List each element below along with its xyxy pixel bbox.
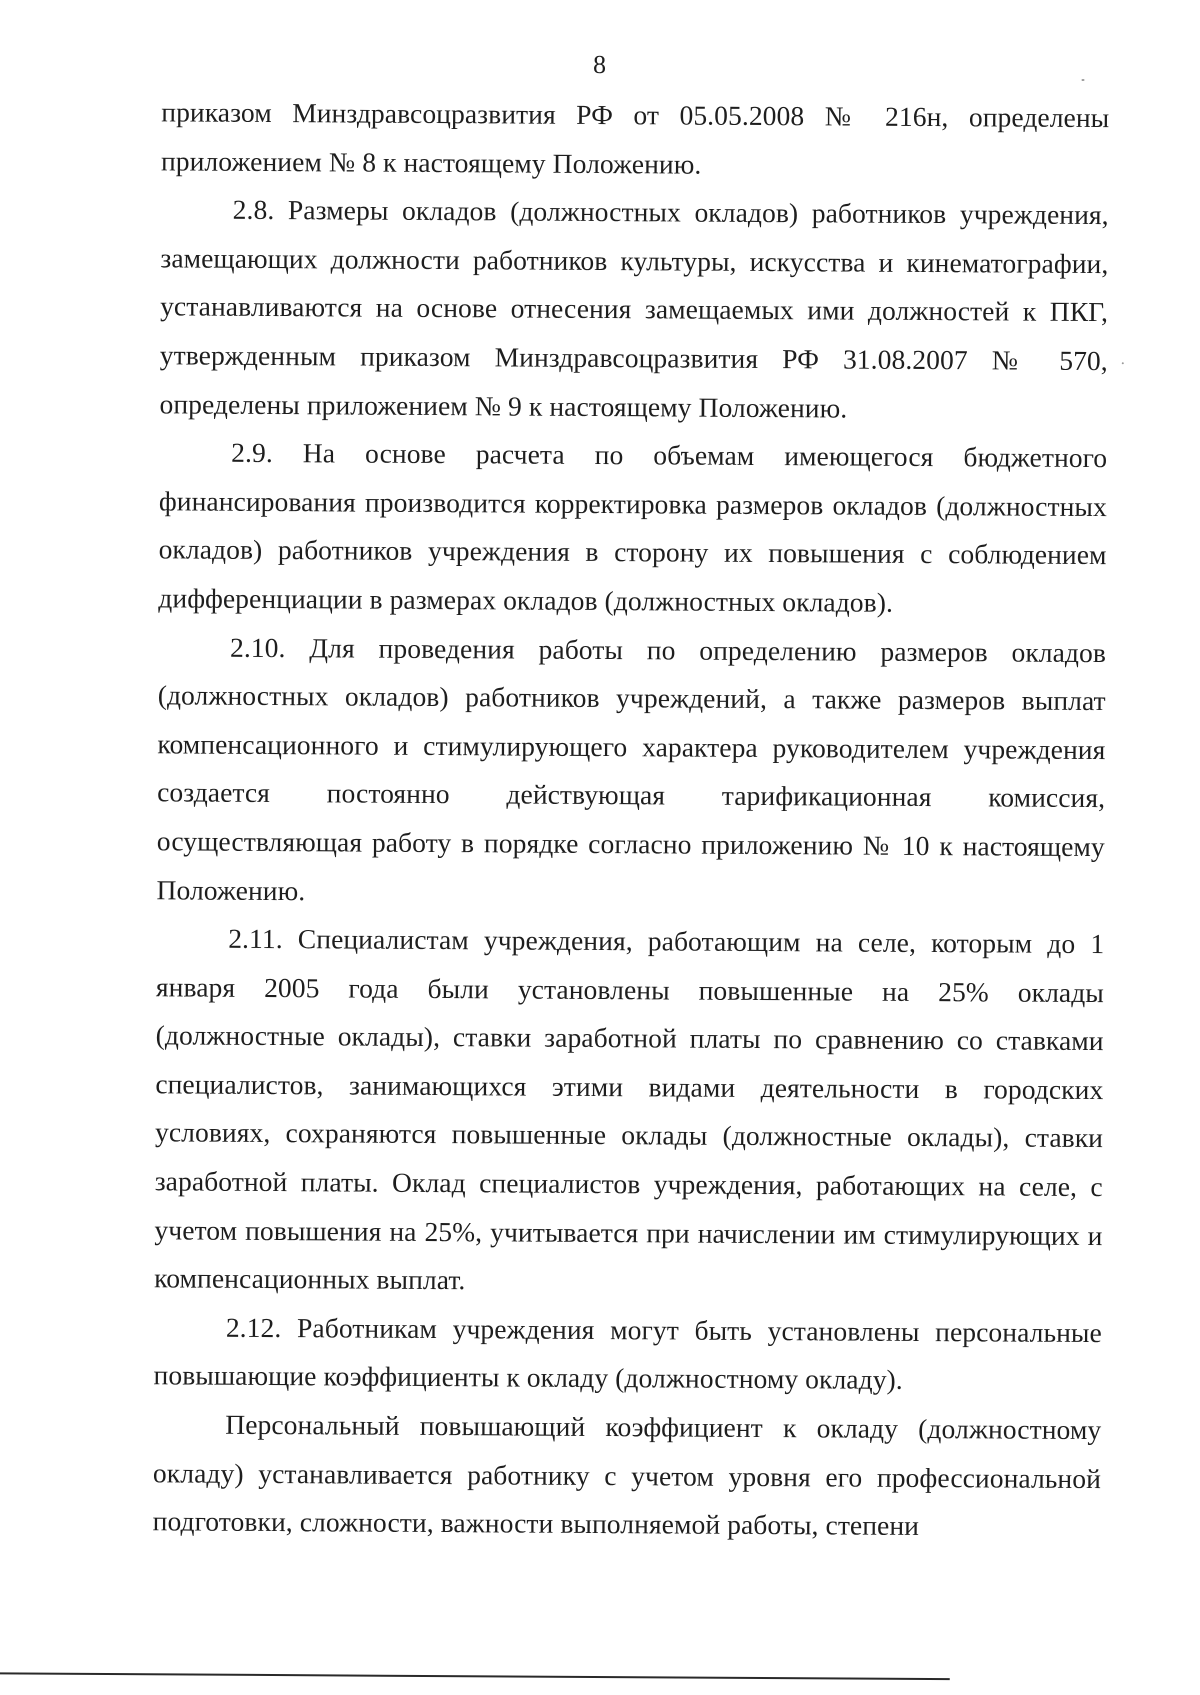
paragraph-personal-coefficient: Персональный повышающий коэффициент к окладу (должностному окладу) устанавливается работнику с учетом уровня его профессиональной подготовки, сложности, важности выполняемой работы, степени [152,1408,1102,1542]
page-number: 8 [593,49,607,80]
paragraph-2-8: 2.8. Размеры окладов (должностных окладов) работников учреждения, замещающих должности работников культуры, искусства и кинематографии, устанавливаются на основе отнесения замещаемых ими должностей к ПКГ, утвержденным приказом Минздравсоцразвития РФ 31.08.2007 № 570, определены приложением № 9 к настоящему Положению. [159,193,1109,424]
paragraph-continuation: приказом Минздравсоцразвития РФ от 05.05.2008 № 216н, определены приложением № 8 к настоящему Положению. [160,96,1110,180]
paragraph-2-12: 2.12. Работникам учреждения могут быть установлены персональные повышающие коэффициенты к окладу (должностному окладу). [153,1311,1102,1396]
paragraph-2-10: 2.10. Для проведения работы по определению размеров окладов (должностных окладов) работников учреждений, а также размеров выплат компенсационного и стимулирующего характера руководителем учреждения создается постоянно действующая тарификационная комиссия, осуществляющая работу в порядке согласно приложению № 10 к настоящему Положению. [156,631,1107,906]
scan-speck [1122,362,1124,364]
scan-speck [1082,79,1085,81]
paragraph-2-9: 2.9. На основе расчета по объемам имеющегося бюджетного финансирования производится корректировка размеров окладов (должностных окладов) работников учреждения в сторону их повышения с соблюдением дифференциации в размерах окладов (должностных окладов). [158,436,1108,618]
paragraph-2-11: 2.11. Специалистам учреждения, работающим на селе, которым до 1 января 2005 года были установлены повышенные на 25% оклады (должностные оклады), ставки заработной платы по сравнению со ставками специалистов, занимающихся этими видами деятельности в городских условиях, сохраняются повышенные оклады (должностные оклады), ставки заработной платы. Оклад специалистов учреждения, работающих на селе, с учетом повышения на 25%, учитывается при начислении им стимулирующих и компенсационных выплат. [154,922,1105,1296]
document-body [153,88,1110,1552]
footer-rule [0,1672,950,1680]
